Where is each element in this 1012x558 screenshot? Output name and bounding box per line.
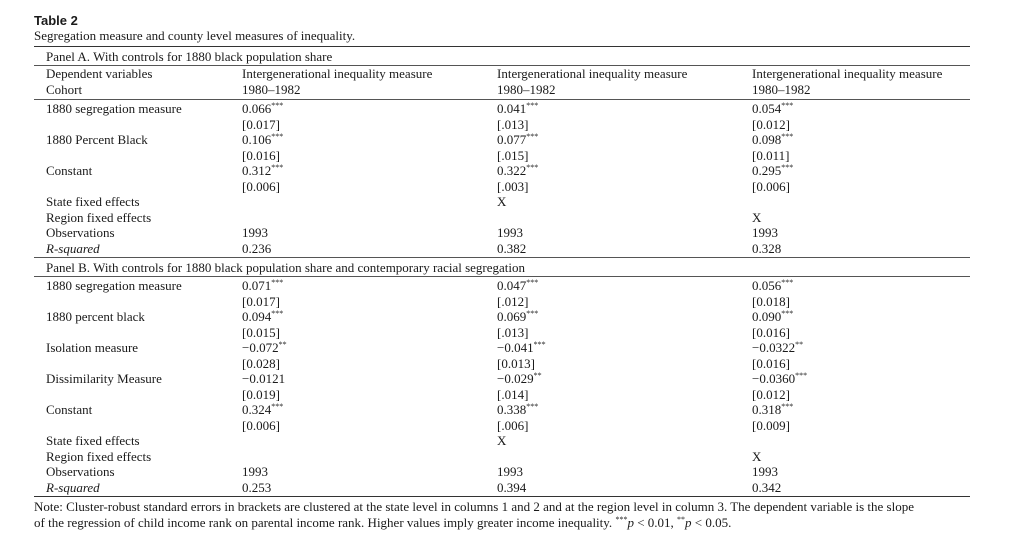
cell-value: 1993 <box>497 225 523 240</box>
table-cell <box>497 194 506 210</box>
row-label: Observations <box>46 464 115 479</box>
table-cell <box>497 148 528 164</box>
col-header-3: Intergenerational inequality measure <box>752 66 943 81</box>
table-cell <box>242 464 268 480</box>
cell-value: [0.013] <box>497 355 535 371</box>
col-header-2: Intergenerational inequality measure <box>497 66 688 81</box>
table-cell <box>242 371 285 387</box>
cell-value: 0.069 <box>497 309 527 324</box>
table-row <box>34 371 970 387</box>
table-cell <box>497 325 528 341</box>
cell-value: 1993 <box>242 225 268 240</box>
table-cell <box>242 179 280 195</box>
table-cell <box>497 387 528 403</box>
cell-value: [0.018] <box>752 293 790 309</box>
table-cell <box>497 464 523 480</box>
table-row <box>34 449 970 465</box>
table-cell <box>752 163 793 179</box>
significance-stars: *** <box>781 163 794 172</box>
cell-value: [0.015] <box>242 324 280 340</box>
cell-value: 1993 <box>752 464 778 479</box>
table-row <box>34 132 970 148</box>
table-cell <box>752 356 790 372</box>
cell-value: [.015] <box>497 147 529 163</box>
table-cell <box>752 294 790 310</box>
cell-value: 0.322 <box>497 163 527 178</box>
row-label: Observations <box>46 225 115 240</box>
note-sig2-p: p <box>685 515 692 530</box>
panel-b-title: Panel B. With controls for 1880 black population share and contemporary racial segregation <box>46 260 526 275</box>
table-cell <box>497 132 538 148</box>
table-cell <box>752 179 790 195</box>
table-cell <box>497 101 538 117</box>
table-row <box>34 210 970 226</box>
panel-b-body <box>34 277 1012 495</box>
table-cell <box>242 356 280 372</box>
significance-stars: *** <box>781 402 794 411</box>
cell-value: 0.077 <box>497 132 527 147</box>
significance-stars: *** <box>781 309 794 318</box>
table-row <box>34 418 970 434</box>
table-cell <box>752 148 789 164</box>
table-cell <box>242 163 283 179</box>
cell-value: 0.295 <box>752 163 782 178</box>
bottom-rule <box>34 496 970 497</box>
row-label: 1880 percent black <box>46 309 145 324</box>
significance-stars: *** <box>526 101 539 110</box>
table-row <box>34 340 970 356</box>
table-cell <box>242 117 280 133</box>
cell-value: [0.006] <box>752 178 790 194</box>
significance-stars: *** <box>271 309 284 318</box>
cohort-1: 1980–1982 <box>242 81 301 97</box>
significance-stars: *** <box>526 163 539 172</box>
table-row <box>34 117 970 133</box>
table-cell <box>242 278 283 294</box>
note-sig2-stars: ** <box>677 515 686 524</box>
cell-value: −0.041 <box>497 340 534 355</box>
cell-value: [.013] <box>497 116 529 132</box>
cell-value: [0.016] <box>242 147 280 163</box>
cell-value: [0.017] <box>242 116 280 132</box>
table-cell <box>752 418 790 434</box>
cell-value: 0.338 <box>497 402 527 417</box>
table-cell <box>242 309 283 325</box>
table-cell <box>752 117 790 133</box>
dep-label: Dependent variables <box>46 66 153 81</box>
table-caption: Segregation measure and county level measures of inequality. <box>34 28 356 43</box>
row-label: Constant <box>46 163 93 178</box>
significance-stars: ** <box>533 371 542 380</box>
row-label: Isolation measure <box>46 340 139 355</box>
note-sig2-cond: < 0.05. <box>691 515 732 530</box>
cell-value: [0.006] <box>242 417 280 433</box>
table-cell <box>752 210 761 226</box>
table-cell <box>242 241 271 257</box>
cell-value: −0.0121 <box>242 371 286 386</box>
significance-stars: *** <box>271 101 284 110</box>
cell-value: [.006] <box>497 417 529 433</box>
table-cell <box>497 433 506 449</box>
table-cell <box>497 356 535 372</box>
note-sig1-p: p <box>627 515 634 530</box>
significance-stars: *** <box>533 340 546 349</box>
cell-value: 0.394 <box>497 479 527 495</box>
cell-value: 0.047 <box>497 278 527 293</box>
cell-value: 0.318 <box>752 402 782 417</box>
table-row <box>34 480 970 496</box>
table-cell <box>752 325 790 341</box>
table-row <box>34 225 970 241</box>
table-cell <box>242 225 268 241</box>
row-label: State fixed effects <box>46 194 140 209</box>
table-cell <box>497 225 523 241</box>
table-row <box>34 148 970 164</box>
cell-value: [0.006] <box>242 178 280 194</box>
significance-stars: *** <box>526 402 539 411</box>
table-cell <box>497 294 528 310</box>
cell-value: 0.236 <box>242 240 272 256</box>
cell-value: 0.094 <box>242 309 272 324</box>
cell-value: 0.328 <box>752 240 782 256</box>
significance-stars: *** <box>271 278 284 287</box>
cell-value: [0.012] <box>752 386 790 402</box>
table-row <box>34 241 970 257</box>
note-line-2-text: of the regression of child income rank on parental income rank. Higher values imply greater income inequality. <box>34 515 613 530</box>
table-row <box>34 433 970 449</box>
table-cell <box>497 117 528 133</box>
row-label: R-squared <box>46 240 100 256</box>
significance-stars: ** <box>278 340 287 349</box>
table-cell <box>752 101 793 117</box>
table-cell <box>497 278 538 294</box>
significance-stars: *** <box>526 132 539 141</box>
significance-stars: *** <box>781 278 794 287</box>
table-cell <box>497 241 526 257</box>
panel-a-body <box>34 100 1012 256</box>
cell-value: [.003] <box>497 178 529 194</box>
significance-stars: *** <box>526 309 539 318</box>
cell-value: 0.342 <box>752 479 782 495</box>
header-row-dependent <box>34 66 970 82</box>
cell-value: X <box>752 448 762 464</box>
cell-value: −0.029 <box>497 371 534 386</box>
table-cell <box>752 309 793 325</box>
note-line-1: Note: Cluster-robust standard errors in brackets are clustered at the state level in columns 1 and 2 and at the region level in column 3. The dependent variable is the slope <box>34 499 914 514</box>
cell-value: X <box>752 209 762 225</box>
cell-value: 0.253 <box>242 479 272 495</box>
row-label: 1880 segregation measure <box>46 101 182 116</box>
table-row <box>34 194 970 210</box>
table-cell <box>497 418 528 434</box>
table-row <box>34 309 970 325</box>
table-cell <box>242 101 283 117</box>
cell-value: [0.009] <box>752 417 790 433</box>
table-cell <box>497 309 538 325</box>
table-cell <box>752 340 803 356</box>
cell-value: 0.066 <box>242 101 272 116</box>
panel-a-title: Panel A. With controls for 1880 black population share <box>46 49 333 64</box>
row-label: 1880 Percent Black <box>46 132 148 147</box>
cell-value: X <box>497 433 507 448</box>
cell-value: [0.017] <box>242 293 280 309</box>
note-sig1-stars: *** <box>615 515 628 524</box>
table-cell <box>242 148 280 164</box>
cell-value: 0.312 <box>242 163 272 178</box>
table-row <box>34 163 970 179</box>
table-row <box>34 278 970 294</box>
significance-stars: *** <box>271 132 284 141</box>
table-cell <box>242 418 280 434</box>
row-label: Dissimilarity Measure <box>46 371 162 386</box>
cohort-label: Cohort <box>46 81 83 97</box>
cell-value: 1993 <box>242 464 268 479</box>
row-label: Constant <box>46 402 93 417</box>
cell-value: X <box>497 194 507 209</box>
table-cell <box>242 132 283 148</box>
table-cell <box>242 387 280 403</box>
table-row <box>34 179 970 195</box>
cell-value: 0.041 <box>497 101 527 116</box>
table-label: Table 2 <box>34 13 78 28</box>
table-cell <box>752 278 793 294</box>
table-cell <box>752 480 781 496</box>
col-header-1: Intergenerational inequality measure <box>242 66 433 81</box>
significance-stars: *** <box>271 163 284 172</box>
cell-value: 0.106 <box>242 132 272 147</box>
cell-value: [0.016] <box>752 355 790 371</box>
cohort-2: 1980–1982 <box>497 81 556 97</box>
table-cell <box>497 163 538 179</box>
table-cell <box>497 179 528 195</box>
cell-value: [0.012] <box>752 116 790 132</box>
table-cell <box>752 387 790 403</box>
cell-value: [.014] <box>497 386 529 402</box>
table-cell <box>497 480 526 496</box>
table-cell <box>242 294 280 310</box>
cell-value: −0.0322 <box>752 340 796 355</box>
table-cell <box>242 340 287 356</box>
table-cell <box>752 371 807 387</box>
cell-value: [0.019] <box>242 386 280 402</box>
note-sig1-cond: < 0.01, <box>633 515 678 530</box>
cell-value: [0.028] <box>242 355 280 371</box>
table-cell <box>752 449 761 465</box>
significance-stars: *** <box>271 402 284 411</box>
significance-stars: *** <box>781 132 794 141</box>
table-row <box>34 294 970 310</box>
significance-stars: *** <box>781 101 794 110</box>
table-cell <box>242 402 283 418</box>
cell-value: 0.382 <box>497 240 527 256</box>
note-line-2 <box>34 515 984 531</box>
cell-value: 0.090 <box>752 309 782 324</box>
table-cell <box>497 340 546 356</box>
cell-value: −0.072 <box>242 340 279 355</box>
cell-value: 1993 <box>497 464 523 479</box>
table-note <box>34 499 984 531</box>
cohort-3: 1980–1982 <box>752 81 811 97</box>
significance-stars: ** <box>795 340 804 349</box>
cell-value: 0.098 <box>752 132 782 147</box>
table-cell <box>497 402 538 418</box>
table-row <box>34 464 970 480</box>
row-label: Region fixed effects <box>46 448 152 464</box>
table-cell <box>752 241 781 257</box>
row-label: State fixed effects <box>46 433 140 448</box>
table-cell <box>242 325 280 341</box>
table-row <box>34 356 970 372</box>
table-cell <box>752 464 778 480</box>
table-cell <box>752 132 793 148</box>
cell-value: [.013] <box>497 324 529 340</box>
table-cell <box>752 402 793 418</box>
table-cell <box>242 480 271 496</box>
significance-stars: *** <box>795 371 808 380</box>
cell-value: [.012] <box>497 293 529 309</box>
table-row <box>34 101 970 117</box>
cell-value: 0.054 <box>752 101 782 116</box>
row-label: R-squared <box>46 479 100 495</box>
row-label: 1880 segregation measure <box>46 278 182 293</box>
cell-value: 0.056 <box>752 278 782 293</box>
table-row <box>34 402 970 418</box>
cell-value: 0.071 <box>242 278 272 293</box>
table-row <box>34 325 970 341</box>
table-cell <box>752 225 778 241</box>
cell-value: 0.324 <box>242 402 272 417</box>
cell-value: [0.016] <box>752 324 790 340</box>
cell-value: [0.011] <box>752 147 790 163</box>
table-cell <box>497 371 542 387</box>
cell-value: −0.0360 <box>752 371 796 386</box>
significance-stars: *** <box>526 278 539 287</box>
cell-value: 1993 <box>752 225 778 240</box>
row-label: Region fixed effects <box>46 209 152 225</box>
table-row <box>34 387 970 403</box>
header-row-cohort <box>34 82 970 98</box>
